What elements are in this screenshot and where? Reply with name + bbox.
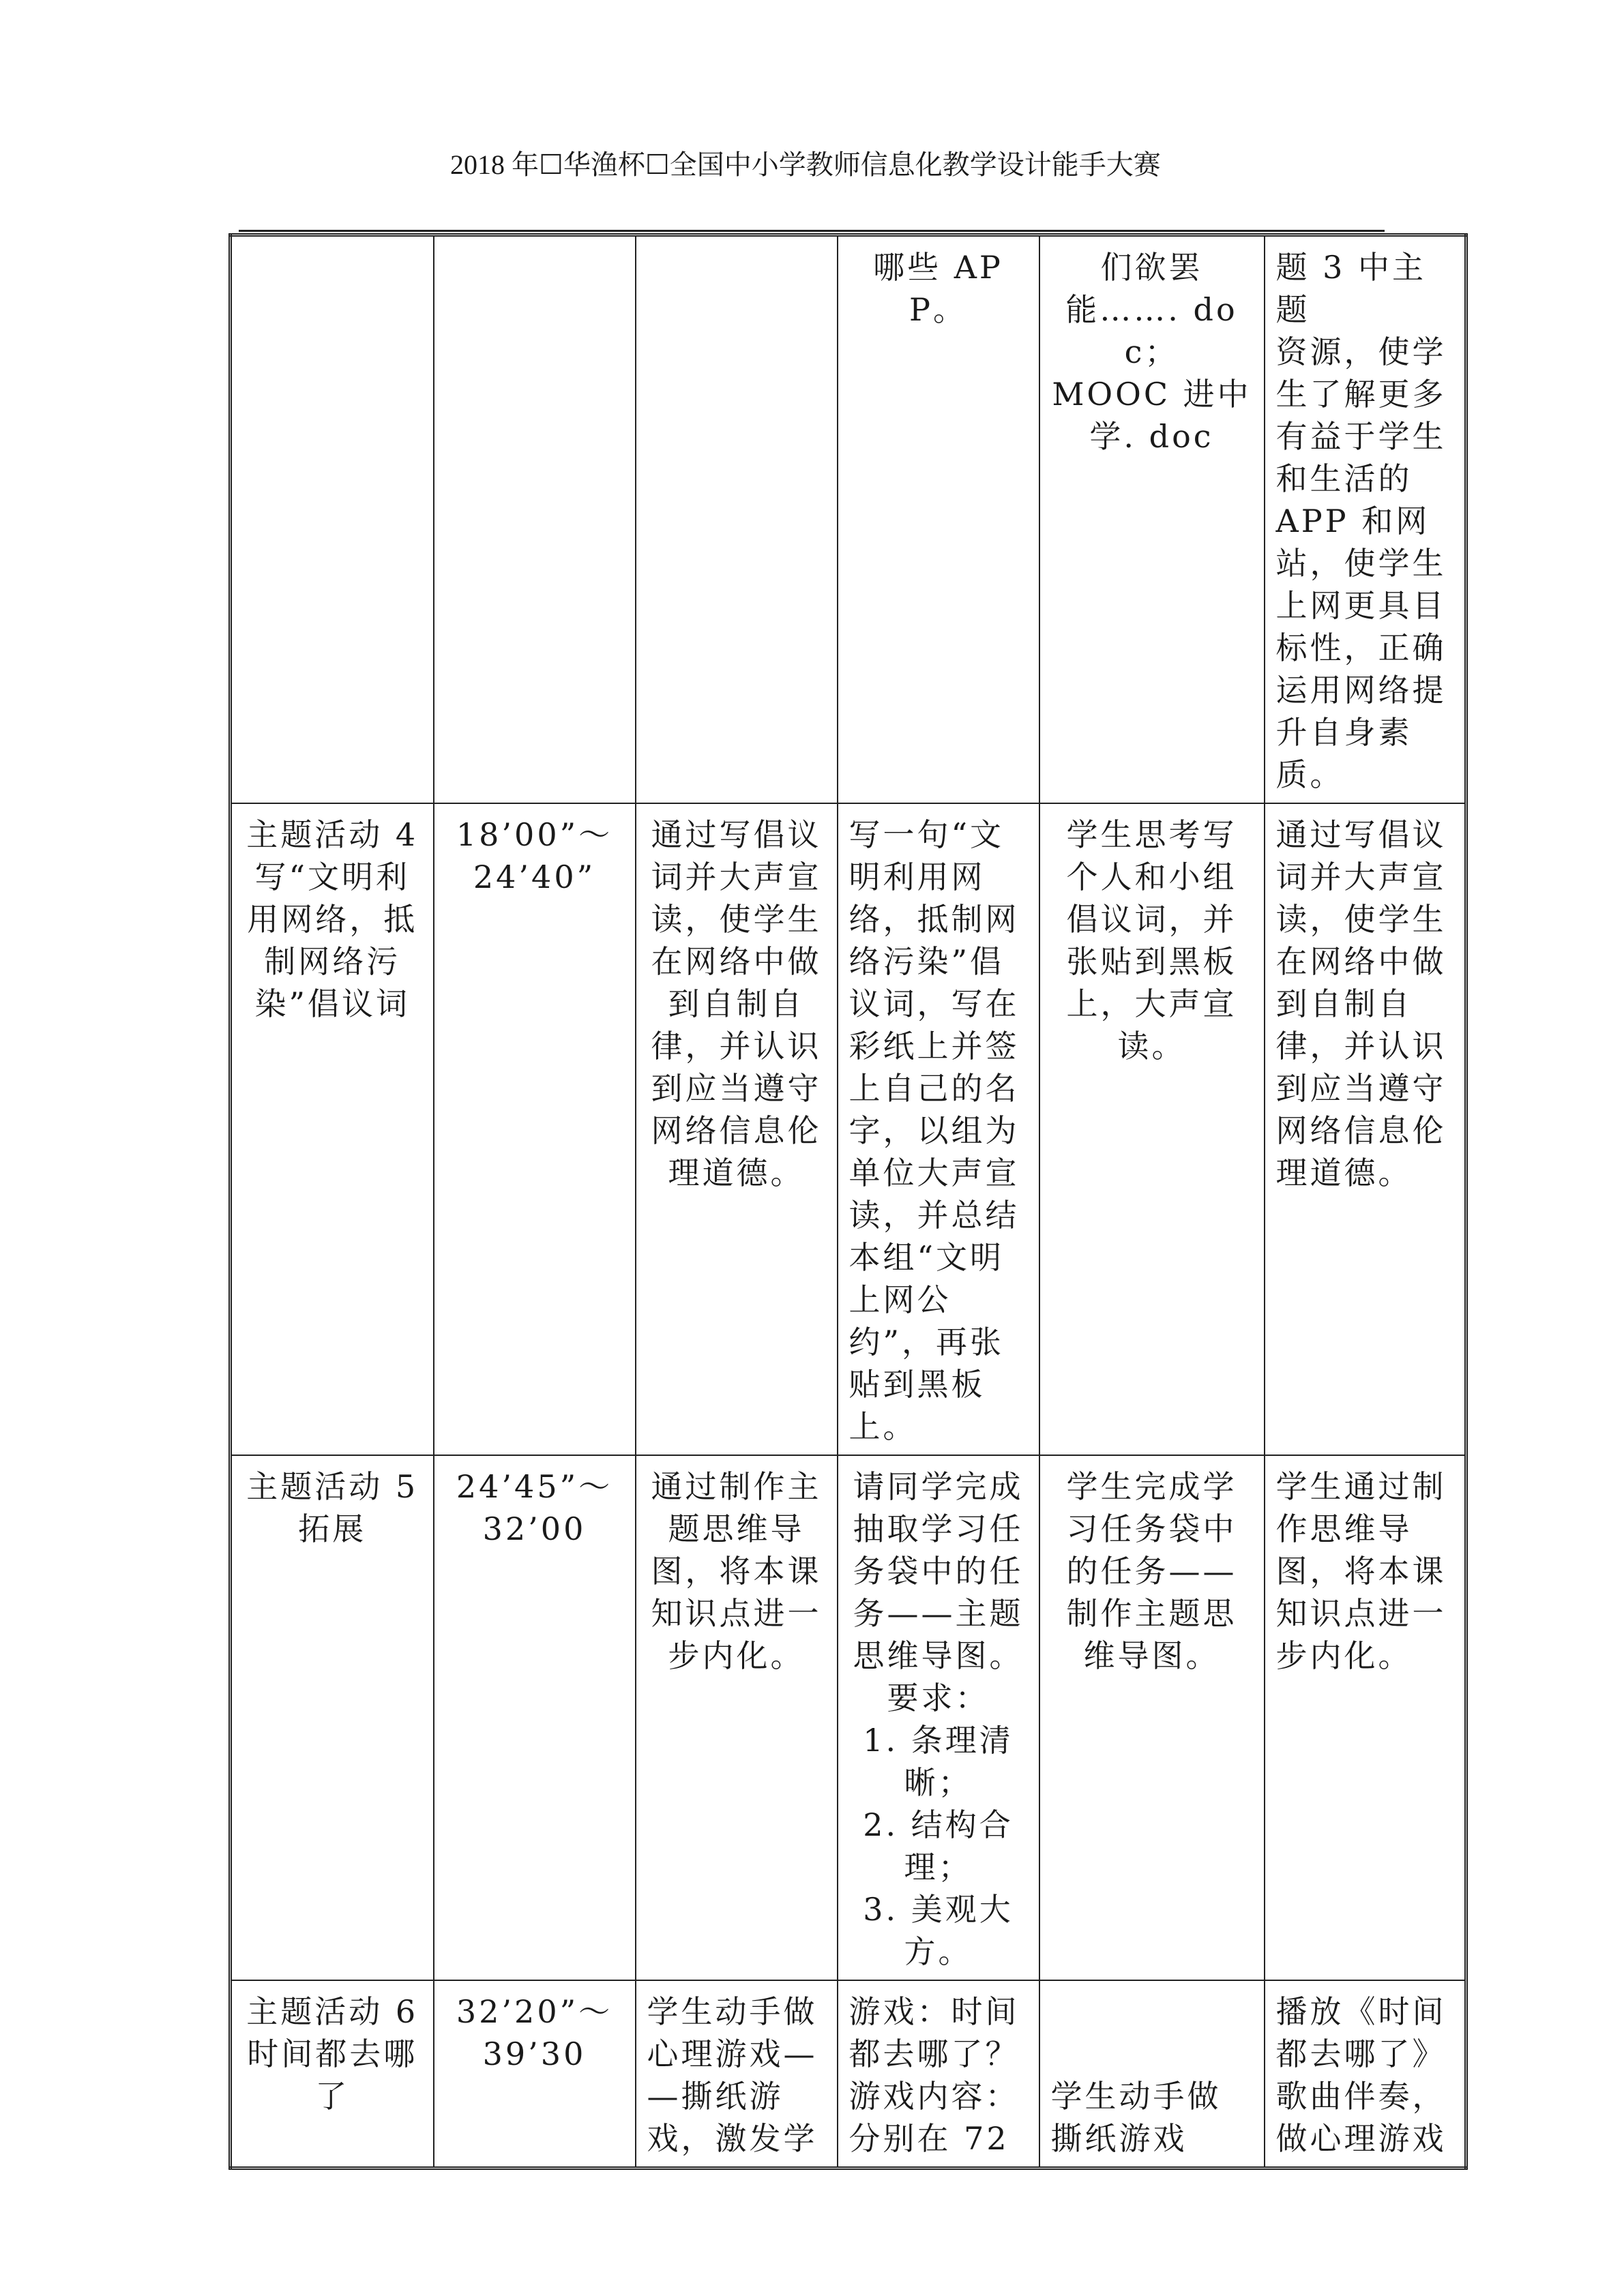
- design-intent-cell: 题 3 中主题 资源，使学 生了解更多 有益于学生 和生活的 APP 和网 站，使学生 上网更具目 标性，正确 运用网络提 升自身素 质。: [1265, 235, 1466, 804]
- page-title: 2018 年☐华渔杯☐全国中小学教师信息化教学设计能手大赛: [450, 149, 1161, 180]
- activity-cell: [231, 235, 434, 804]
- lesson-plan-table: [228, 233, 1468, 2170]
- teacher-activity-cell: 游戏：时间 都去哪了？ 游戏内容： 分别在 72: [838, 1980, 1039, 2168]
- student-activity-cell: 学生完成学 习任务袋中 的任务—— 制作主题思 维导图。: [1039, 1455, 1265, 1980]
- design-intent-cell: 通过写倡议 词并大声宣 读，使学生 在网络中做 到自制自 律，并认识 到应当遵守 网络信息伦 理道德。: [1265, 803, 1466, 1455]
- time-cell: 24’45”～ 32’00: [434, 1455, 636, 1980]
- intent-cell: 通过制作主 题思维导 图，将本课 知识点进一 步内化。: [636, 1455, 838, 1980]
- activity-cell: 主题活动 4 写“文明利 用网络，抵 制网络污 染”倡议词: [231, 803, 434, 1455]
- time-cell: 18’00”～ 24’40”: [434, 803, 636, 1455]
- table-row: [231, 803, 1466, 1455]
- table-row: [231, 235, 1466, 804]
- teacher-activity-cell: 请同学完成 抽取学习任 务袋中的任 务——主题 思维导图。 要求： 1. 条理清 晰； 2. 结构合 理； 3. 美观大 方。: [838, 1455, 1039, 1980]
- teacher-activity-cell: 哪些 APP。: [838, 235, 1039, 804]
- intent-cell: [636, 235, 838, 804]
- header-rule: [239, 230, 1385, 232]
- student-activity-cell: 学生思考写 个人和小组 倡议词，并 张贴到黑板 上，大声宣 读。: [1039, 803, 1265, 1455]
- intent-cell: 学生动手做 心理游戏— —撕纸游 戏，激发学: [636, 1980, 838, 2168]
- intent-cell: 通过写倡议 词并大声宣 读，使学生 在网络中做 到自制自 律，并认识 到应当遵守 网络信息伦 理道德。: [636, 803, 838, 1455]
- teacher-activity-cell: 写一句“文 明利用网 络，抵制网 络污染”倡 议词，写在 彩纸上并签 上自己的名 字，以组为 单位大声宣 读，并总结 本组“文明 上网公 约”，再张 贴到黑板 上。: [838, 803, 1039, 1455]
- activity-cell: 主题活动 5 拓展: [231, 1455, 434, 1980]
- time-cell: [434, 235, 636, 804]
- activity-cell: 主题活动 6 时间都去哪 了: [231, 1980, 434, 2168]
- design-intent-cell: 学生通过制 作思维导 图，将本课 知识点进一 步内化。: [1265, 1455, 1466, 1980]
- student-activity-cell: 们欲罢 能……. doc； MOOC 进中 学. doc: [1039, 235, 1265, 804]
- table-row: [231, 1455, 1466, 1980]
- design-intent-cell: 播放《时间 都去哪了》 歌曲伴奏， 做心理游戏: [1265, 1980, 1466, 2168]
- student-activity-cell: 学生动手做 撕纸游戏: [1039, 1980, 1265, 2168]
- table-row: [231, 1980, 1466, 2168]
- time-cell: 32’20”～ 39’30: [434, 1980, 636, 2168]
